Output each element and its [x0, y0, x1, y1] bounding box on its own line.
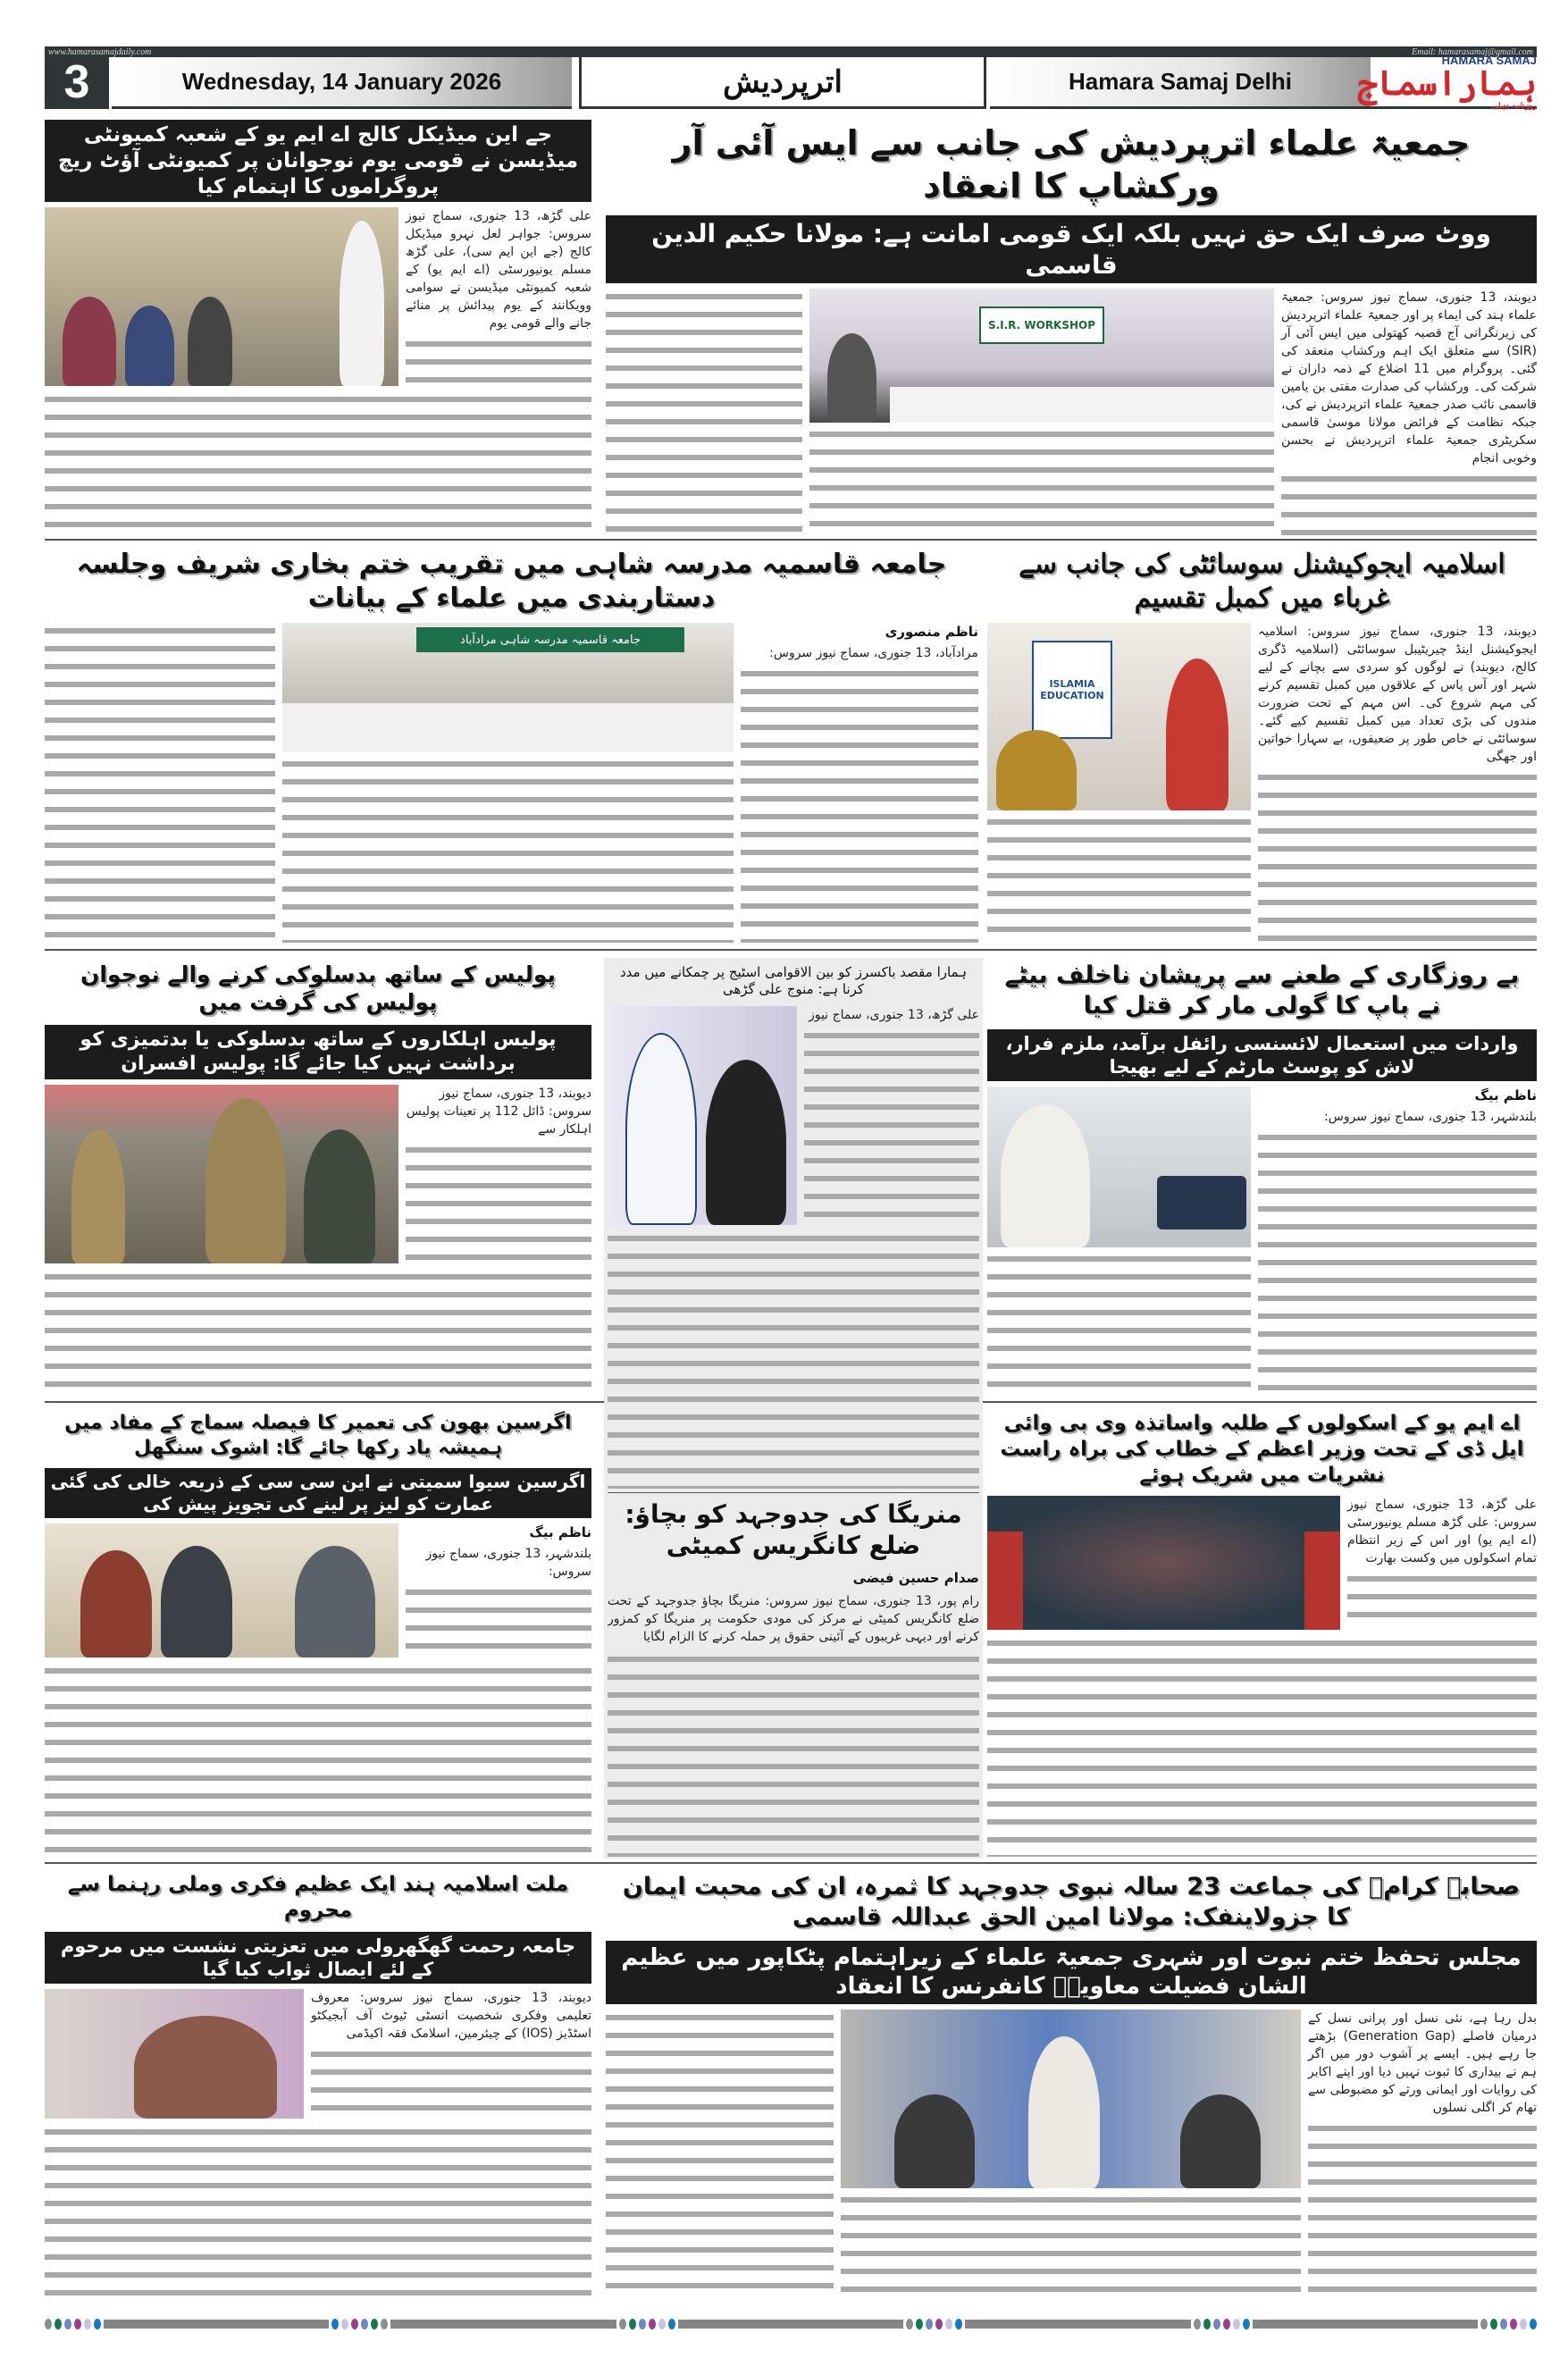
divider [983, 1401, 1537, 1403]
divider [608, 1492, 979, 1493]
boxer-photo [608, 1006, 797, 1225]
manrega-story [608, 1496, 979, 1857]
jamiat-story [606, 120, 1537, 535]
boxer-lead: علی گڑھ، 13 جنوری، سماج نیوز [808, 1007, 979, 1022]
sahaba-body [841, 2192, 1301, 2301]
qasmia-story [45, 545, 978, 943]
website-link[interactable]: www.hamarasamajdaily.com [48, 46, 152, 57]
islamia-photo [987, 623, 1251, 810]
islamia-headline: اسلامیہ ایجوکیشنل سوسائٹی کی جانب سے غرباء میں کمبل تقسیم [1019, 549, 1505, 614]
email-address: Email: hamarasamaj@gmail.com [1412, 46, 1533, 57]
qasmia-sign: جامعہ قاسمیہ مدرسہ شاہی مرادآباد [416, 627, 684, 652]
logo-urdu: ہماراسماج [1357, 64, 1537, 103]
millat-photo [45, 1989, 304, 2119]
islamia-lead: دیوبند، 13 جنوری، سماج نیوز سروس: اسلامیہ ایجوکیشنل اینڈ چیریٹیبل سوسائٹی (اسلامیہ ڈگری کالج، دیوبند) نے لوگوں کو سردی سے بچانے کے لیے شہر اور آس پاس کے علاقوں میں کمبل تقسیم کرنے کی مہم شروع کی۔ اس مہم کے تحت ضرورت مندوں کی بڑی تعداد میں کمبل تقسیم کیے گئے۔ سوسائٹی نے خاص طور پر ضعیفوں، بے سہارا خواتین اور جھگی [1258, 625, 1537, 764]
jamiat-headline: جمعیۃ علماء اترپردیش کی جانب سے ایس آئی آر ورکشاپ کا انعقاد [672, 123, 1471, 206]
millat-body [45, 2124, 591, 2300]
police-headline: پولیس کے ساتھ بدسلوکی کرنے والے نوجوان پولیس کی گرفت میں [80, 961, 556, 1016]
sahaba-lead: بدل رہا ہے، نئی نسل اور پرانی نسل کے درمیان فاصلے (Generation Gap) بڑھتے جا رہے ہیں۔ ایسے پر آشوب دور میں اگر ہم نے بیداری کا ثبوت نہیں دیا اور اپنے اکابر کی روایات اور ایمانی ورثے کو مضبوطی سے تھام کر اگلی نسلوں [1308, 2010, 1537, 2115]
sahaba-photo [841, 2010, 1301, 2188]
footer-ornament [45, 2319, 1537, 2329]
unemployment-byline: ناظم بیگ [1474, 1087, 1537, 1104]
agrasen-photo [45, 1523, 398, 1657]
qasmia-body [45, 623, 275, 943]
jamiat-lead: دیوبند، 13 جنوری، سماج نیوز سروس: جمعیۃ علماء ہند کی ایماء پر اور جمعیۃ علماء اترپردیش کی زیرنگرانی آج قصبہ کھتولی میں ایس آئی آر (SIR) سے متعلق ایک اہم ورکشاپ منعقد کی گئی۔ پروگرام میں 11 اضلاع کے ذمہ داران نے شرکت کی۔ ورکشاپ کی صدارت مفتی بن یامین قاسمی نائب صدر جمعیۃ علماء اترپردیش نے کی، جبکہ نظامت کے فرائض مولانا موسیٰ قاسمی سکریٹری جمعیۃ علماء اترپردیش نے بحسن وخوبی انجام [1281, 290, 1537, 466]
qasmia-headline: جامعہ قاسمیہ مدرسہ شاہی میں تقریب ختم بخاری شریف وجلسہ دستاربندی میں علماء کے بیانات [76, 549, 947, 614]
sahaba-body [606, 2010, 834, 2301]
jamiat-photo [809, 289, 1274, 423]
workshop-banner: S.I.R. WORKSHOP [979, 306, 1104, 344]
unemployment-body [1258, 1129, 1537, 1396]
qasmia-photo [282, 623, 734, 752]
boxer-body [804, 1028, 979, 1225]
millat-story [45, 1869, 591, 2300]
qasmia-lead: مرادآباد، 13 جنوری، سماج نیوز سروس: [769, 646, 978, 660]
islamia-body [987, 814, 1251, 943]
sahaba-body [1308, 2120, 1537, 2301]
jnmc-story [45, 120, 591, 535]
logo-english: HAMARA SAMAJ [1441, 53, 1537, 67]
masthead-logo [1357, 53, 1537, 110]
section-title: اترپردیش [579, 57, 986, 109]
boxer-story [608, 961, 979, 1489]
agrasen-story [45, 1408, 591, 1857]
jnmc-lead: علی گڑھ، 13 جنوری، سماج نیوز سروس: جواہر لعل نہرو میڈیکل کالج (جے این ایم سی)، علی گڑھ مسلم یونیورسٹی (اے ایم یو) کے شعبہ کمیونٹی میڈیسن نے سوامی وویکانند کے یوم پیدائش پر منائے جانے والے قومی یوم [406, 209, 591, 331]
islamia-body [1258, 769, 1537, 943]
amu-lead: علی گڑھ، 13 جنوری، سماج نیوز سروس: علی گڑھ مسلم یونیورسٹی (اے ایم یو) اور اس کے زیر انتظام تمام اسکولوں میں وکست بھارت [1347, 1498, 1537, 1566]
jamiat-body-col [1281, 471, 1537, 535]
boxer-body [608, 1230, 979, 1490]
divider [45, 539, 1537, 541]
millat-subheadline: جامعہ رحمت گھگھرولی میں تعزیتی نشست میں مرحوم کے لئے ایصال ثواب کیا گیا [45, 1932, 591, 1985]
amu-photo [987, 1496, 1340, 1630]
millat-body [311, 2046, 591, 2119]
millat-lead: دیوبند، 13 جنوری، سماج نیوز سروس: معروف تعلیمی وفکری شخصیت انسٹی ٹیوٹ آف آبجیکٹو اسٹڈیز (IOS) کے چیئرمین، اسلامک فقہ اکیڈمی [311, 1991, 591, 2041]
unemployment-body [987, 1251, 1251, 1396]
page-number: 3 [45, 57, 109, 109]
amu-headline: اے ایم یو کے اسکولوں کے طلبہ واساتذہ وی بی وائی ایل ڈی کے تحت وزیر اعظم کے خطاب کی براہ راست نشریات میں شریک ہوئے [1000, 1412, 1524, 1487]
police-subheadline: پولیس اہلکاروں کے ساتھ بدسلوکی یا بدتمیزی کو برداشت نہیں کیا جائے گا: پولیس افسران [45, 1025, 591, 1079]
top-strip [45, 46, 1537, 57]
amu-body [1347, 1571, 1537, 1630]
agrasen-byline: ناظم بیگ [529, 1524, 591, 1540]
jnmc-body [406, 336, 591, 386]
agrasen-body [406, 1584, 591, 1657]
logo-tag: روزنامہ دہلی [1491, 100, 1537, 110]
islamia-sign: ISLAMIA EDUCATION [1032, 641, 1112, 739]
manrega-lead: رام پور، 13 جنوری، سماج نیوز سروس: منریگا بچاؤ جدوجہد کے تحت ضلع کانگریس کمیٹی نے مرکز کی مودی حکومت پر منریگا کو کمزور کرنے اور دیہی غریبوں کے آئینی حقوق پر حملہ کرنے کا الزام لگایا [608, 1594, 979, 1644]
qasmia-byline: ناظم منصوری [885, 624, 978, 640]
police-story [45, 958, 591, 1396]
paper-name: Hamara Samaj Delhi [990, 57, 1371, 109]
unemployment-subheadline: واردات میں استعمال لائسنسی رائفل برآمد، ملزم فرار، لاش کو پوسٹ مارٹم کے لیے بھیجا [987, 1029, 1537, 1082]
amu-story [987, 1408, 1537, 1857]
sahaba-subheadline: مجلس تحفظ ختم نبوت اور شہری جمعیۃ علماء کے زیراہتمام پٹکاپور میں عظیم الشان فضیلت معاویہؓ کانفرنس کا انعقاد [606, 1941, 1537, 2004]
date: Wednesday, 14 January 2026 [112, 57, 572, 109]
jamiat-subheadline: ووٹ صرف ایک حق نہیں بلکہ ایک قومی امانت ہے: مولانا حکیم الدین قاسمی [606, 215, 1537, 283]
agrasen-lead: بلندشہر، 13 جنوری، سماج نیوز سروس: [425, 1547, 591, 1579]
millat-headline: ملت اسلامیہ ہند ایک عظیم فکری وملی رہنما سے محروم [67, 1873, 569, 1922]
agrasen-body [45, 1663, 591, 1857]
police-body [406, 1142, 591, 1263]
unemployment-photo [987, 1087, 1251, 1247]
agrasen-headline: اگرسین بھون کی تعمیر کا فیصلہ سماج کے مفاد میں ہمیشہ یاد رکھا جائے گا: اشوک سنگھل [64, 1412, 572, 1459]
police-body [45, 1269, 591, 1397]
amu-body [987, 1635, 1537, 1857]
boxer-headline: ہمارا مقصد باکسرز کو بین الاقوامی اسٹیج پر چمکانے میں مدد کرنا ہے: منوج علی گڑھی [619, 964, 968, 997]
unemployment-story [987, 958, 1537, 1396]
jnmc-headline: جے این میڈیکل کالج اے ایم یو کے شعبہ کمیونٹی میڈیسن نے قومی یوم نوجوانان پر کمیونٹی آؤٹ ریچ پروگراموں کا اہتمام کیا [45, 120, 591, 202]
police-lead: دیوبند، 13 جنوری، سماج نیوز سروس: ڈائل 112 پر تعینات پولیس اہلکار سے [406, 1086, 591, 1137]
manrega-headline: منریگا کی جدوجہد کو بچاؤ: ضلع کانگریس کمیٹی [625, 1499, 962, 1560]
agrasen-subheadline: اگرسین سیوا سمیتی نے این سی سی کے ذریعہ خالی کی گئی عمارت کو لیز پر لینے کی تجویز پیش کی [45, 1468, 591, 1518]
jnmc-body [45, 391, 591, 535]
unemployment-headline: بے روزگاری کے طعنے سے پریشان ناخلف بیٹے نے باپ کا گولی مار کر قتل کیا [1004, 961, 1520, 1020]
jnmc-photo [45, 207, 398, 386]
qasmia-body [741, 666, 978, 943]
islamia-story [987, 545, 1537, 943]
sahaba-story [606, 1869, 1537, 2300]
qasmia-body [282, 756, 734, 943]
divider [45, 1862, 1537, 1864]
manrega-byline: صدام حسین فیضی [852, 1570, 979, 1586]
sahaba-headline: صحابہ کرامؓ کی جماعت 23 سالہ نبوی جدوجہد کا ثمرہ، ان کی محبت ایمان کا جزولاینفک: مولانا امین الحق عبداللہ قاسمی [622, 1873, 1521, 1931]
unemployment-lead: بلندشہر، 13 جنوری، سماج نیوز سروس: [1324, 1110, 1537, 1124]
divider [45, 1401, 604, 1403]
manrega-body [608, 1651, 979, 1857]
police-photo [45, 1085, 398, 1263]
jamiat-body-col [606, 289, 802, 535]
jamiat-body-col [809, 426, 1274, 535]
divider [45, 949, 1537, 951]
